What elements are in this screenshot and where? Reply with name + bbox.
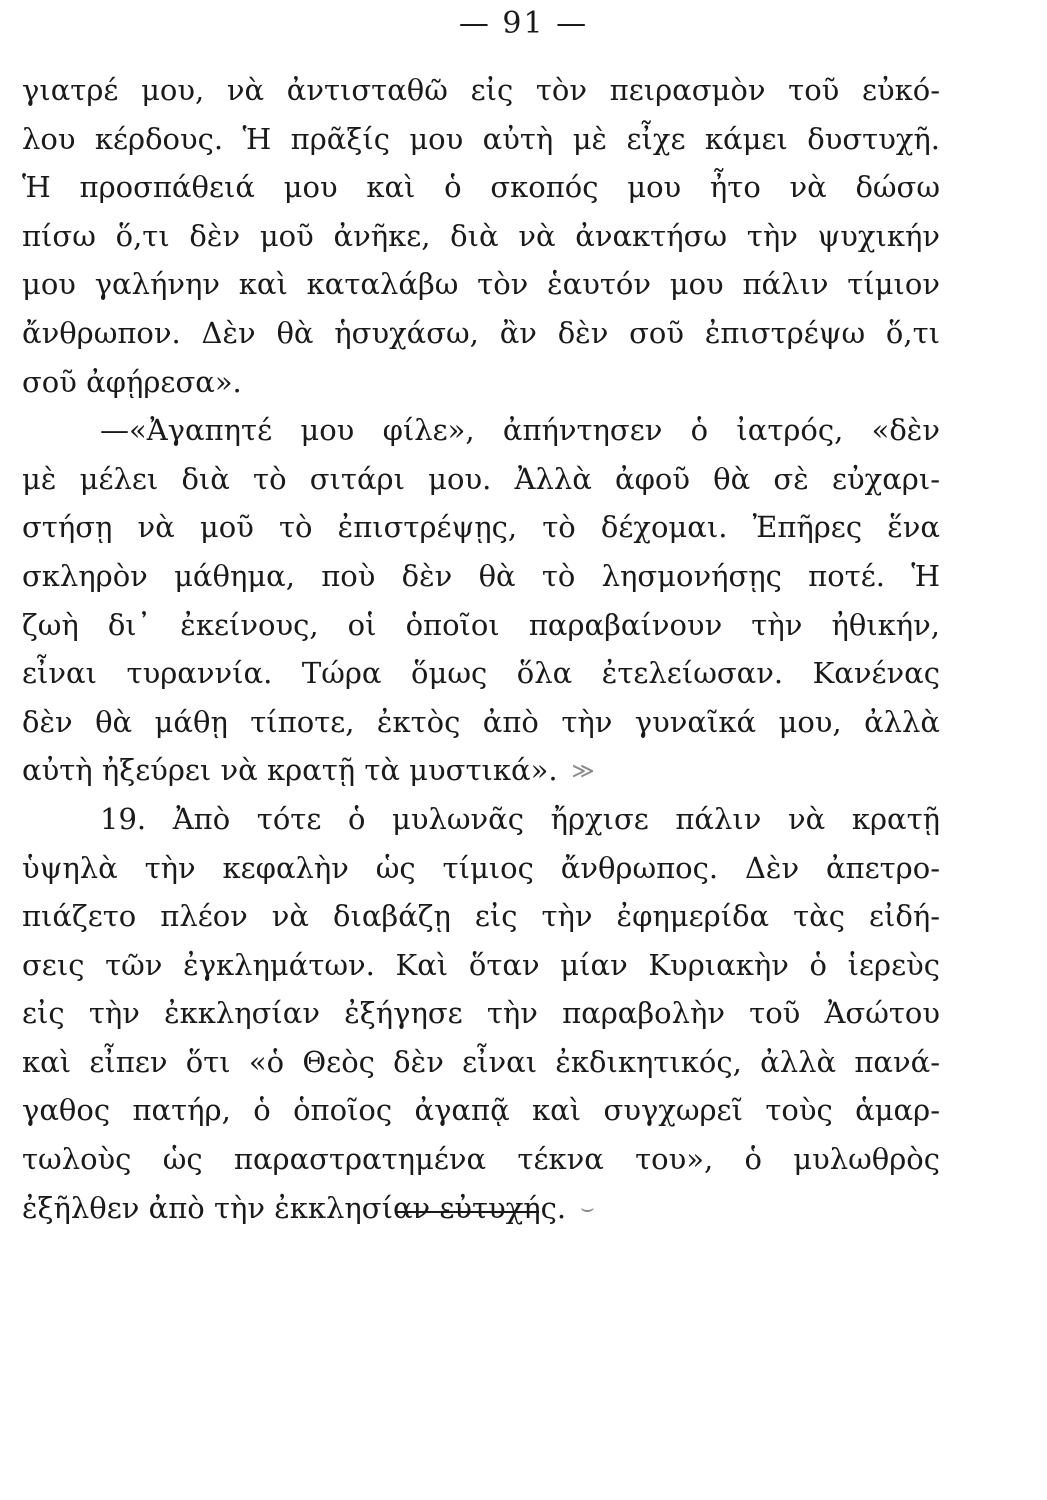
text-line: 19. Ἀπὸ τότε ὁ μυλωνᾶς ἤρχισε πάλιν νὰ κρατῇ bbox=[100, 801, 940, 836]
text-line: τωλοὺς ὡς παραστρατημένα τέκνα του», ὁ μυλωθρὸς bbox=[22, 1142, 940, 1177]
text-line: ὑψηλὰ τὴν κεφαλὴν ὡς τίμιος ἄνθρωπος. Δὲν ἀπετρο- bbox=[22, 850, 940, 885]
text-line: Ἡ προσπάθειά μου καὶ ὁ σκοπός μου ἦτο νὰ δώσω bbox=[22, 170, 940, 205]
paragraph-doctor-reply bbox=[22, 406, 940, 795]
text-line-content: αὐτὴ ἠξεύρει νὰ κρατῇ τὰ μυστικά». bbox=[22, 753, 558, 788]
chapter-end-rule bbox=[397, 1211, 539, 1213]
text-line-content: ἐξῆλθεν ἀπὸ τὴν ἐκκλησίαν εὐτυχής. bbox=[22, 1190, 567, 1225]
text-line: σοῦ ἀφῄρεσα». bbox=[22, 364, 242, 399]
text-line: —«Ἀγαπητέ μου φίλε», ἀπήντησεν ὁ ἰατρός, «δὲν bbox=[100, 413, 940, 448]
text-line: δὲν θὰ μάθῃ τίποτε, ἐκτὸς ἀπὸ τὴν γυναῖκά μου, ἀλλὰ bbox=[22, 704, 940, 739]
text-line: πίσω ὅ,τι δὲν μοῦ ἀνῆκε, διὰ νὰ ἀνακτήσω τὴν ψυχικήν bbox=[22, 218, 940, 253]
text-line: μου γαλήνην καὶ καταλάβω τὸν ἑαυτόν μου πάλιν τίμιον bbox=[22, 267, 940, 302]
text-line bbox=[22, 1184, 940, 1233]
paragraph-section-19 bbox=[22, 795, 940, 1232]
pencil-mark-icon: ⌣ bbox=[580, 1196, 595, 1222]
text-line: πιάζετο πλέον νὰ διαβάζῃ εἰς τὴν ἐφημερίδα τὰς εἰδή- bbox=[22, 899, 940, 934]
text-line: ζωὴ δι᾽ ἐκείνους, οἱ ὁποῖοι παραβαίνουν τὴν ἠθικήν, bbox=[22, 607, 940, 642]
page-number: — 91 — bbox=[458, 6, 589, 41]
pencil-mark-icon: ≫ bbox=[571, 759, 595, 785]
body-text bbox=[22, 66, 940, 1232]
text-line bbox=[22, 746, 940, 795]
text-line: ἄνθρωπον. Δὲν θὰ ἡσυχάσω, ἂν δὲν σοῦ ἐπιστρέψω ὅ,τι bbox=[22, 315, 940, 350]
text-line: εἰς τὴν ἐκκλησίαν ἐξήγησε τὴν παραβολὴν τοῦ Ἀσώτου bbox=[22, 996, 940, 1031]
text-line: λου κέρδους. Ἡ πρᾶξίς μου αὐτὴ μὲ εἶχε κάμει δυστυχῆ. bbox=[22, 121, 940, 156]
text-line: γιατρέ μου, νὰ ἀντισταθῶ εἰς τὸν πειρασμὸν τοῦ εὐκό- bbox=[22, 73, 940, 107]
paragraph-continuation bbox=[22, 66, 940, 406]
text-line: γαθος πατήρ, ὁ ὁποῖος ἀγαπᾷ καὶ συγχωρεῖ τοὺς ἁμαρ- bbox=[22, 1093, 940, 1128]
text-line: σεις τῶν ἐγκλημάτων. Καὶ ὅταν μίαν Κυριακὴν ὁ ἱερεὺς bbox=[22, 947, 940, 982]
text-line: καὶ εἶπεν ὅτι «ὁ Θεὸς δὲν εἶναι ἐκδικητικός, ἀλλὰ πανά- bbox=[22, 1044, 940, 1079]
text-line: εἶναι τυραννία. Τώρα ὅμως ὅλα ἐτελείωσαν. Κανένας bbox=[22, 656, 940, 691]
text-line: μὲ μέλει διὰ τὸ σιτάρι μου. Ἀλλὰ ἀφοῦ θὰ σὲ εὐχαρι- bbox=[22, 461, 940, 496]
text-line: στήσῃ νὰ μοῦ τὸ ἐπιστρέψῃς, τὸ δέχομαι. Ἐπῆρες ἕνα bbox=[22, 510, 940, 545]
text-line: σκληρὸν μάθημα, ποὺ δὲν θὰ τὸ λησμονήσῃς ποτέ. Ἡ bbox=[22, 558, 940, 593]
